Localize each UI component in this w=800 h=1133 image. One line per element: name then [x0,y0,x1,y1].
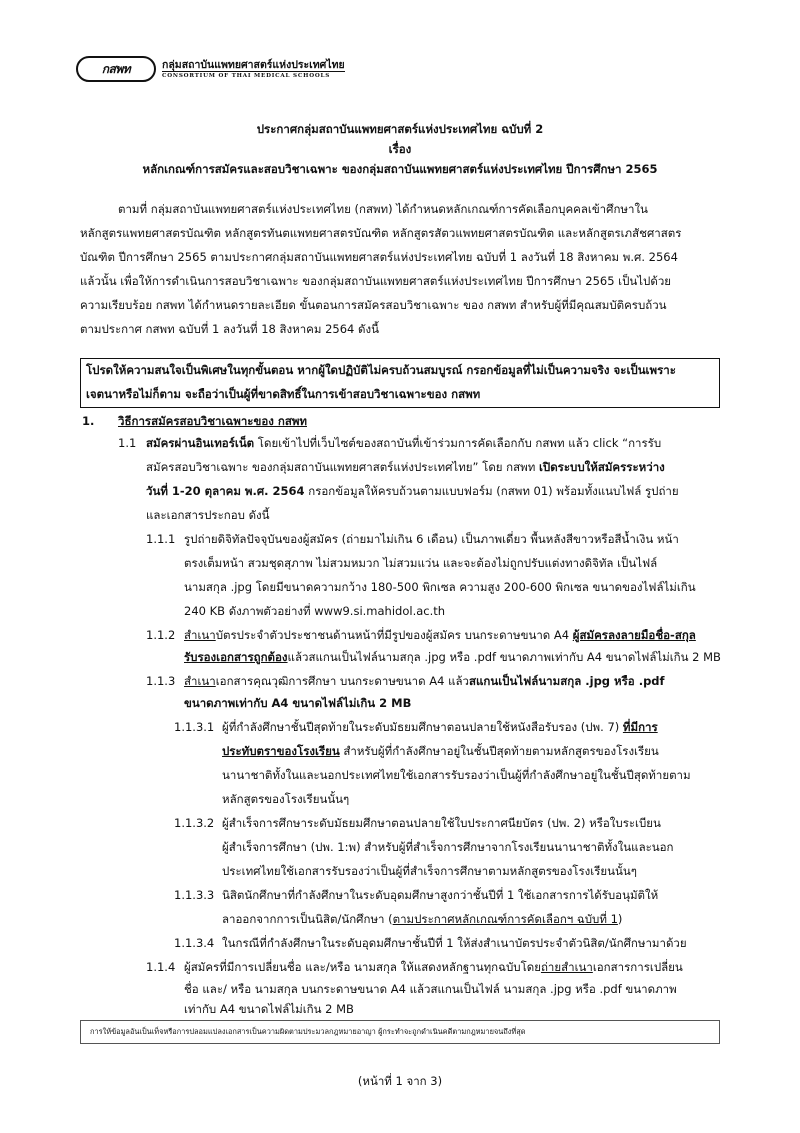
bold-span: เปิดระบบให้สมัครระหว่าง [538,460,665,474]
paragraph-line: ผู้สำเร็จการศึกษาระดับมัธยมศึกษาตอนปลายใช้ใบประกาศนียบัตร (ปพ. 2) หรือใบระเบียน [222,816,661,830]
item-number: 1.1.3 [146,674,176,688]
consortium-logo [76,56,345,82]
item-number: 1.1.3.1 [174,720,215,734]
text-span: ลาออกจากการเป็นนิสิต/นักศึกษา ( [222,912,393,926]
intro-line: หลักสูตรแพทยศาสตรบัณฑิต หลักสูตรทันตแพทยศาสตรบัณฑิต หลักสูตรสัตวแพทยศาสตรบัณฑิต และหลักสูตรเภสัชศาสตร [80,226,682,240]
paragraph-line: ขนาดภาพเท่ากับ A4 ขนาดไฟล์ไม่เกิน 2 MB [184,696,412,710]
underlined-span: ตามประกาศหลักเกณฑ์การคัดเลือกฯ ฉบับที่ 1 [392,912,618,926]
underlined-span: สำเนา [184,674,216,688]
intro-line: ตามที่ กลุ่มสถาบันแพทยศาสตร์แห่งประเทศไทย (กสพท) ได้กำหนดหลักเกณฑ์การคัดเลือกบุคคลเข้าศึกษาใน [118,202,648,216]
text-span: แล้วสแกนเป็นไฟล์นามสกุล .jpg หรือ .pdf ขนาดภาพเท่ากับ A4 ขนาดไฟล์ไม่เกิน 2 MB [287,650,721,664]
paragraph-line [222,720,658,734]
section-number: 1. [82,414,95,428]
notice-line: เจตนาหรือไม่ก็ตาม จะถือว่าเป็นผู้ที่ขาดสิทธิ์ในการเข้าสอบวิชาเฉพาะของ กสพท [86,387,481,401]
text-span: สมัครสอบวิชาเฉพาะ ของกลุ่มสถาบันแพทยศาสตร์แห่งประเทศไทย” โดย กสพท [146,460,539,474]
section-title: วิธีการสมัครสอบวิชาเฉพาะของ กสพท [118,414,307,428]
paragraph-line [146,436,661,450]
paragraph-line: นานาชาติทั้งในและนอกประเทศไทยใช้เอกสารรับรองว่าเป็นผู้ที่กำลังศึกษาอยู่ในชั้นปีสุดท้ายตาม [222,768,691,782]
paragraph-line: ประเทศไทยใช้เอกสารรับรองว่าเป็นผู้ที่สำเร็จการศึกษาตามหลักสูตรของโรงเรียนนั้นๆ [222,864,637,878]
bold-underlined-span: ที่มีการ [622,720,658,734]
paragraph-line: รูปถ่ายดิจิทัลปัจจุบันของผู้สมัคร (ถ่ายมาไม่เกิน 6 เดือน) เป็นภาพเดี่ยว พื้นหลังสีขาวหรือสีน้ำเงิน หน้า [184,532,679,546]
paragraph-line: เท่ากับ A4 ขนาดไฟล์ไม่เกิน 2 MB [184,1002,354,1016]
text-span: สำหรับผู้ที่กำลังศึกษาอยู่ในชั้นปีสุดท้ายตามหลักสูตรของโรงเรียน [339,744,659,758]
footer-warning: การให้ข้อมูลอันเป็นเท็จหรือการปลอมแปลงเอกสารเป็นความผิดตามประมวลกฎหมายอาญา ผู้กระทำจะถูกดำเนินคดีตามกฎหมายจนถึงที่สุด [90,1027,526,1036]
paragraph-line [146,460,665,474]
paragraph-line [146,484,679,498]
org-name-thai: กลุ่มสถาบันแพทยศาสตร์แห่งประเทศไทย [162,58,345,71]
item-number: 1.1.2 [146,628,176,642]
announcement-subject: หลักเกณฑ์การสมัครและสอบวิชาเฉพาะ ของกลุ่มสถาบันแพทยศาสตร์แห่งประเทศไทย ปีการศึกษา 2565 [142,162,658,176]
text-span: บัตรประจำตัวประชาชนด้านหน้าที่มีรูปของผู้สมัคร บนกระดาษขนาด A4 [215,628,573,642]
paragraph-line: และเอกสารประกอบ ดังนี้ [146,508,270,522]
paragraph-line: นิสิตนักศึกษาที่กำลังศึกษาในระดับอุดมศึกษาสูงกว่าชั้นปีที่ 1 ใช้เอกสารการได้รับอนุมัติให้ [222,888,659,902]
item-number: 1.1.1 [146,532,176,546]
bold-underlined-span: ประทับตราของโรงเรียน [222,744,340,758]
item-number: 1.1.3.2 [174,816,215,830]
item-number: 1.1.3.4 [174,936,215,950]
bold-lead: สมัครผ่านอินเทอร์เน็ต [146,436,255,450]
intro-line: บัณฑิต ปีการศึกษา 2565 ตามประกาศกลุ่มสถาบันแพทยศาสตร์แห่งประเทศไทย ฉบับที่ 1 ลงวันที่ 18 สิงหาคม พ.ศ. 2564 [80,250,678,264]
org-name-english: CONSORTIUM OF THAI MEDICAL SCHOOLS [162,71,345,80]
bold-underlined-span: ผู้สมัครลงลายมือชื่อ-สกุล [572,628,696,642]
logo-text [162,59,345,80]
bold-span: วันที่ 1-20 ตุลาคม พ.ศ. 2564 [146,484,305,498]
text-span: กรอกข้อมูลให้ครบถ้วนตามแบบฟอร์ม (กสพท 01) พร้อมทั้งแนบไฟล์ รูปถ่าย [304,484,679,498]
paragraph-line [184,674,665,688]
paragraph-line: ตรงเต็มหน้า สวมชุดสุภาพ ไม่สวมหมวก ไม่สวมแว่น และจะต้องไม่ถูกปรับแต่งทางดิจิทัล เป็นไฟล์ [184,556,658,570]
text-span: ผู้ที่กำลังศึกษาชั้นปีสุดท้ายในระดับมัธยมศึกษาตอนปลายใช้หนังสือรับรอง (ปพ. 7) [222,720,623,734]
paragraph-line: ผู้สำเร็จการศึกษา (ปพ. 1:พ) สำหรับผู้ที่สำเร็จการศึกษาจากโรงเรียนนานาชาติทั้งในและนอก [222,840,674,854]
paragraph-line: ชื่อ และ/ หรือ นามสกุล บนกระดาษขนาด A4 แล้วสแกนเป็นไฟล์ นามสกุล .jpg หรือ .pdf ขนาดภาพ [184,982,677,996]
text-span: โดยเข้าไปที่เว็บไซต์ของสถาบันที่เข้าร่วมการคัดเลือกกับ กสพท แล้ว click “การรับ [254,436,662,450]
intro-line: แล้วนั้น เพื่อให้การดำเนินการสอบวิชาเฉพาะ ของกลุ่มสถาบันแพทยศาสตร์แห่งประเทศไทย ปีการศึกษา 2565 เป็นไปด้วย [80,274,672,288]
notice-line: โปรดให้ความสนใจเป็นพิเศษในทุกขั้นตอน หากผู้ใดปฏิบัติไม่ครบถ้วนสมบูรณ์ กรอกข้อมูลที่ไม่เป็นความจริง จะเป็นเพราะ [86,363,676,377]
item-number: 1.1.3.3 [174,888,215,902]
logo-mark: กสพท [76,56,156,82]
paragraph-line: 240 KB ดังภาพตัวอย่างที่ www9.si.mahidol.ac.th [184,604,446,618]
paragraph-line [222,744,659,758]
paragraph-line [184,628,696,642]
paragraph-line: นามสกุล .jpg โดยมีขนาดความกว้าง 180-500 พิกเซล ความสูง 200-600 พิกเซล ขนาดของไฟล์ไม่เกิน [184,580,696,594]
announcement-title: ประกาศกลุ่มสถาบันแพทยศาสตร์แห่งประเทศไทย ฉบับที่ 2 [256,122,544,136]
underlined-span: ถ่ายสำเนา [540,960,593,974]
page-number: (หน้าที่ 1 จาก 3) [357,1074,443,1088]
paragraph-line: ในกรณีที่กำลังศึกษาในระดับอุดมศึกษาชั้นปีที่ 1 ให้ส่งสำเนาบัตรประจำตัวนิสิต/นักศึกษามาด้วย [222,936,687,950]
paragraph-line: หลักสูตรของโรงเรียนนั้นๆ [222,792,350,806]
text-span: เอกสารการเปลี่ยน [592,960,683,974]
text-span: เอกสารคุณวุฒิการศึกษา บนกระดาษขนาด A4 แล้ว [215,674,469,688]
item-number: 1.1 [118,436,137,450]
paragraph-line [222,912,622,926]
intro-line: ความเรียบร้อย กสพท ได้กำหนดรายละเอียด ขั้นตอนการสมัครสอบวิชาเฉพาะ ของ กสพท สำหรับผู้ที่มีคุณสมบัติครบถ้วน [80,298,667,312]
bold-underlined-span: รับรองเอกสารถูกต้อง [184,650,288,664]
paragraph-line [184,960,683,974]
text-span: ) [617,912,623,926]
text-span: ผู้สมัครที่มีการเปลี่ยนชื่อ และ/หรือ นามสกุล ให้แสดงหลักฐานทุกฉบับโดย [184,960,541,974]
intro-line: ตามประกาศ กสพท ฉบับที่ 1 ลงวันที่ 18 สิงหาคม 2564 ดังนี้ [80,322,379,336]
paragraph-line [184,650,721,664]
bold-span: สแกนเป็นไฟล์นามสกุล .jpg หรือ .pdf [469,674,665,688]
underlined-span: สำเนา [184,628,216,642]
item-number: 1.1.4 [146,960,176,974]
subject-label: เรื่อง [388,142,412,156]
